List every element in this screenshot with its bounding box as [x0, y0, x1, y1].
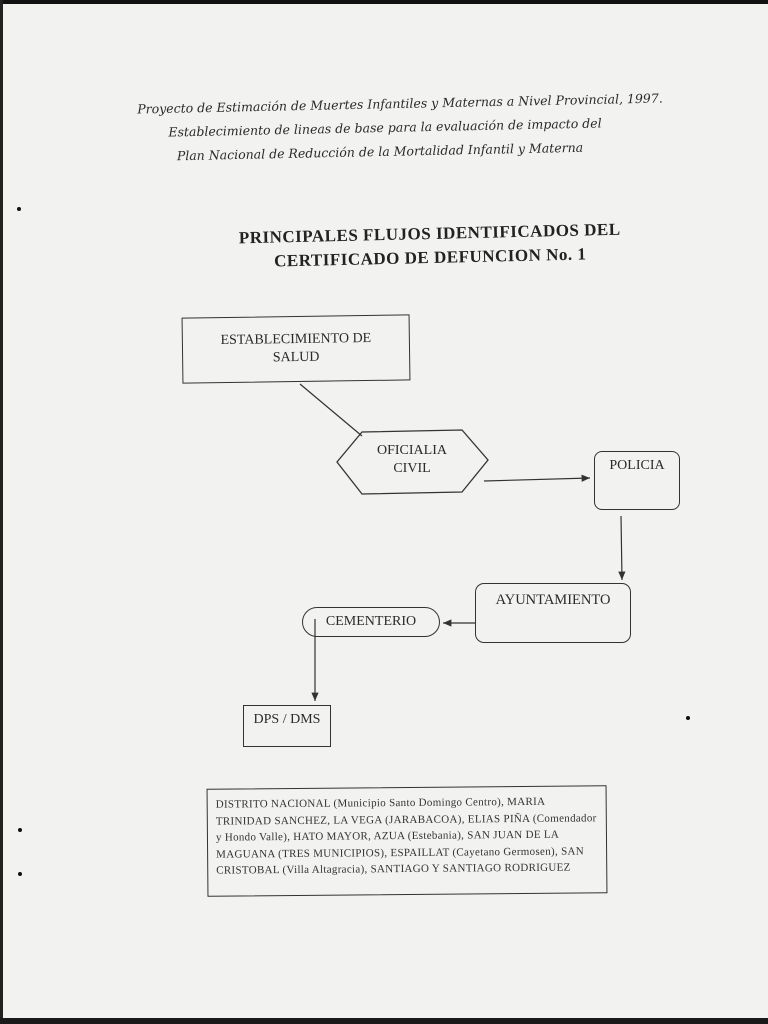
oficialia-label-line-2: CIVIL [393, 461, 431, 476]
policia-label: POLICIA [609, 458, 665, 473]
dps-label: DPS / DMS [253, 712, 321, 727]
establecimiento-salud-box [182, 314, 411, 383]
arrow-oficialia-policia [484, 478, 590, 481]
title-line-2: CERTIFICADO DE DEFUNCION No. 1 [273, 244, 587, 271]
title-line-1: PRINCIPALES FLUJOS IDENTIFICADOS DEL [238, 219, 621, 248]
oficialia-civil-node [337, 428, 487, 492]
cementerio-box [302, 607, 440, 637]
municipios-list: DISTRITO NACIONAL (Municipio Santo Domingo Centro), MARIA TRINIDAD SANCHEZ, LA VEGA (JARABACOA), ELIAS PIÑA (Comendador y Hondo Valle), HATO MAYOR, AZUA (Estebania), SAN JUAN DE LA MAGUANA (TRES MUNICIPIOS), ESPAILLAT (Cayetano Germosen), SAN CRISTOBAL (Villa Altagracia), SANTIAGO Y SANTIAGO RODRIGUEZ [207, 785, 608, 896]
oficialia-label-line-1: OFICIALIA [377, 443, 447, 458]
header-line-3: Plan Nacional de Reducción de la Mortalidad Infantil y Materna [176, 139, 584, 164]
cementerio-label: CEMENTERIO [325, 614, 417, 629]
arrow-policia-ayuntamiento [621, 516, 622, 580]
policia-box [594, 451, 680, 510]
establecimiento-label-line-2: SALUD [272, 349, 320, 366]
header-line-2: Establecimiento de lineas de base para la evaluación de impacto del [168, 115, 602, 140]
header-line-1: Proyecto de Estimación de Muertes Infantiles y Maternas a Nivel Provincial, 1997. [137, 90, 663, 117]
dps-dms-box [243, 705, 331, 747]
ayuntamiento-box [475, 583, 631, 643]
establecimiento-label-line-1: ESTABLECIMIENTO DE [220, 330, 372, 349]
ayuntamiento-label: AYUNTAMIENTO [495, 592, 611, 608]
